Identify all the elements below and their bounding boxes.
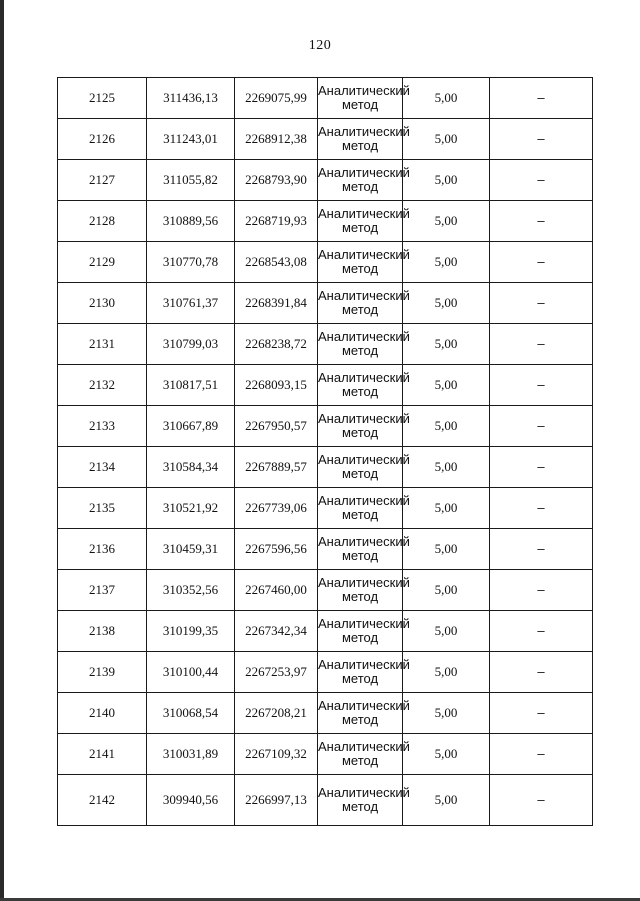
note-cell: – <box>490 201 593 242</box>
note-cell: – <box>490 488 593 529</box>
note-cell: – <box>490 447 593 488</box>
method-line-2: метод <box>341 384 379 399</box>
coordinate-y-cell: 2268391,84 <box>235 283 318 324</box>
coordinate-x-cell: 310199,35 <box>147 611 235 652</box>
coordinate-x-cell: 310352,56 <box>147 570 235 611</box>
coordinate-y-cell: 2267739,06 <box>235 488 318 529</box>
note-cell: – <box>490 78 593 119</box>
method-line-1: Аналитический <box>318 165 410 180</box>
method-line-2: метод <box>341 425 379 440</box>
coordinate-x-cell: 310761,37 <box>147 283 235 324</box>
coordinate-y-cell: 2268912,38 <box>235 119 318 160</box>
coordinate-x-cell: 310770,78 <box>147 242 235 283</box>
point-number-cell: 2139 <box>58 652 147 693</box>
note-cell: – <box>490 160 593 201</box>
coordinates-table-body <box>58 78 593 826</box>
coordinate-y-cell: 2267208,21 <box>235 693 318 734</box>
coordinate-y-cell: 2268719,93 <box>235 201 318 242</box>
note-cell: – <box>490 119 593 160</box>
point-number-cell: 2131 <box>58 324 147 365</box>
coordinate-y-cell: 2267596,56 <box>235 529 318 570</box>
note-cell: – <box>490 242 593 283</box>
point-number-cell: 2128 <box>58 201 147 242</box>
accuracy-cell: 5,00 <box>403 78 490 119</box>
coordinate-x-cell: 311055,82 <box>147 160 235 201</box>
point-number-cell: 2130 <box>58 283 147 324</box>
method-cell <box>318 734 410 775</box>
method-line-2: метод <box>341 507 379 522</box>
method-line-2: метод <box>341 343 379 358</box>
note-cell: – <box>490 611 593 652</box>
method-line-1: Аналитический <box>318 288 410 303</box>
method-cell <box>318 570 410 611</box>
coordinate-x-cell: 310667,89 <box>147 406 235 447</box>
table-row <box>58 570 593 611</box>
note-cell: – <box>490 529 593 570</box>
table-row <box>58 160 593 201</box>
point-number-cell: 2126 <box>58 119 147 160</box>
method-line-2: метод <box>341 671 379 686</box>
method-line-2: метод <box>341 261 379 276</box>
method-cell <box>318 529 410 570</box>
accuracy-cell: 5,00 <box>403 201 490 242</box>
coordinate-x-cell: 310799,03 <box>147 324 235 365</box>
method-line-1: Аналитический <box>318 83 410 98</box>
table-row <box>58 734 593 775</box>
method-line-2: метод <box>341 466 379 481</box>
method-line-1: Аналитический <box>318 616 410 631</box>
table-row <box>58 611 593 652</box>
method-line-1: Аналитический <box>318 534 410 549</box>
table-row <box>58 201 593 242</box>
point-number-cell: 2127 <box>58 160 147 201</box>
coordinate-x-cell: 310817,51 <box>147 365 235 406</box>
method-line-1: Аналитический <box>318 657 410 672</box>
accuracy-cell: 5,00 <box>403 488 490 529</box>
method-cell <box>318 447 410 488</box>
coordinate-y-cell: 2268543,08 <box>235 242 318 283</box>
method-cell <box>318 652 410 693</box>
table-row <box>58 488 593 529</box>
method-cell <box>318 78 410 119</box>
method-cell <box>318 324 410 365</box>
accuracy-cell: 5,00 <box>403 365 490 406</box>
point-number-cell: 2141 <box>58 734 147 775</box>
accuracy-cell: 5,00 <box>403 611 490 652</box>
accuracy-cell: 5,00 <box>403 406 490 447</box>
coordinates-table <box>57 77 593 826</box>
point-number-cell: 2140 <box>58 693 147 734</box>
coordinate-y-cell: 2267889,57 <box>235 447 318 488</box>
note-cell: – <box>490 775 593 826</box>
coordinate-y-cell: 2268238,72 <box>235 324 318 365</box>
table-row <box>58 365 593 406</box>
point-number-cell: 2138 <box>58 611 147 652</box>
point-number-cell: 2134 <box>58 447 147 488</box>
table-row <box>58 652 593 693</box>
accuracy-cell: 5,00 <box>403 324 490 365</box>
coordinate-y-cell: 2266997,13 <box>235 775 318 826</box>
accuracy-cell: 5,00 <box>403 529 490 570</box>
method-cell <box>318 488 410 529</box>
method-line-1: Аналитический <box>318 411 410 426</box>
method-line-2: метод <box>341 138 379 153</box>
method-line-2: метод <box>341 589 379 604</box>
method-line-2: метод <box>341 753 379 768</box>
method-cell <box>318 693 410 734</box>
coordinate-x-cell: 310031,89 <box>147 734 235 775</box>
method-line-2: метод <box>341 630 379 645</box>
method-line-1: Аналитический <box>318 124 410 139</box>
point-number-cell: 2136 <box>58 529 147 570</box>
table-row <box>58 78 593 119</box>
table-row <box>58 324 593 365</box>
point-number-cell: 2137 <box>58 570 147 611</box>
note-cell: – <box>490 406 593 447</box>
point-number-cell: 2129 <box>58 242 147 283</box>
coordinate-y-cell: 2268793,90 <box>235 160 318 201</box>
method-line-1: Аналитический <box>318 739 410 754</box>
coordinate-y-cell: 2269075,99 <box>235 78 318 119</box>
accuracy-cell: 5,00 <box>403 447 490 488</box>
method-cell <box>318 283 410 324</box>
accuracy-cell: 5,00 <box>403 283 490 324</box>
coordinate-x-cell: 310584,34 <box>147 447 235 488</box>
coordinate-x-cell: 311243,01 <box>147 119 235 160</box>
point-number-cell: 2142 <box>58 775 147 826</box>
method-line-2: метод <box>341 179 379 194</box>
note-cell: – <box>490 693 593 734</box>
method-line-1: Аналитический <box>318 698 410 713</box>
note-cell: – <box>490 652 593 693</box>
accuracy-cell: 5,00 <box>403 693 490 734</box>
page-number: 120 <box>308 38 332 53</box>
scan-edge-left <box>0 0 4 901</box>
point-number-cell: 2133 <box>58 406 147 447</box>
coordinate-y-cell: 2267950,57 <box>235 406 318 447</box>
accuracy-cell: 5,00 <box>403 160 490 201</box>
method-cell <box>318 611 410 652</box>
method-line-2: метод <box>341 799 379 814</box>
coordinate-x-cell: 310100,44 <box>147 652 235 693</box>
table-row <box>58 529 593 570</box>
point-number-cell: 2125 <box>58 78 147 119</box>
note-cell: – <box>490 734 593 775</box>
table-row <box>58 242 593 283</box>
note-cell: – <box>490 324 593 365</box>
method-cell <box>318 406 410 447</box>
method-line-2: метод <box>341 712 379 727</box>
coordinate-x-cell: 309940,56 <box>147 775 235 826</box>
method-line-2: метод <box>341 302 379 317</box>
coordinate-x-cell: 310068,54 <box>147 693 235 734</box>
method-line-2: метод <box>341 220 379 235</box>
coordinate-y-cell: 2267342,34 <box>235 611 318 652</box>
coordinate-y-cell: 2267460,00 <box>235 570 318 611</box>
note-cell: – <box>490 570 593 611</box>
coordinate-x-cell: 310521,92 <box>147 488 235 529</box>
method-cell <box>318 201 410 242</box>
method-line-1: Аналитический <box>318 247 410 262</box>
table-row <box>58 447 593 488</box>
accuracy-cell: 5,00 <box>403 570 490 611</box>
method-line-1: Аналитический <box>318 329 410 344</box>
coordinate-y-cell: 2267109,32 <box>235 734 318 775</box>
table-row <box>58 283 593 324</box>
accuracy-cell: 5,00 <box>403 119 490 160</box>
method-line-1: Аналитический <box>318 785 410 800</box>
table-row <box>58 119 593 160</box>
accuracy-cell: 5,00 <box>403 734 490 775</box>
method-line-1: Аналитический <box>318 493 410 508</box>
note-cell: – <box>490 365 593 406</box>
coordinate-x-cell: 310889,56 <box>147 201 235 242</box>
coordinate-y-cell: 2268093,15 <box>235 365 318 406</box>
method-cell <box>318 119 410 160</box>
accuracy-cell: 5,00 <box>403 242 490 283</box>
method-cell <box>318 365 410 406</box>
method-cell <box>318 160 410 201</box>
method-line-1: Аналитический <box>318 206 410 221</box>
accuracy-cell: 5,00 <box>403 775 490 826</box>
point-number-cell: 2135 <box>58 488 147 529</box>
method-line-2: метод <box>341 97 379 112</box>
table-row <box>58 693 593 734</box>
point-number-cell: 2132 <box>58 365 147 406</box>
method-line-2: метод <box>341 548 379 563</box>
table-row <box>58 406 593 447</box>
table-row <box>58 775 593 826</box>
method-cell <box>318 242 410 283</box>
note-cell: – <box>490 283 593 324</box>
method-cell <box>318 775 410 826</box>
method-line-1: Аналитический <box>318 452 410 467</box>
coordinate-x-cell: 311436,13 <box>147 78 235 119</box>
method-line-1: Аналитический <box>318 575 410 590</box>
coordinate-y-cell: 2267253,97 <box>235 652 318 693</box>
coordinate-x-cell: 310459,31 <box>147 529 235 570</box>
method-line-1: Аналитический <box>318 370 410 385</box>
accuracy-cell: 5,00 <box>403 652 490 693</box>
